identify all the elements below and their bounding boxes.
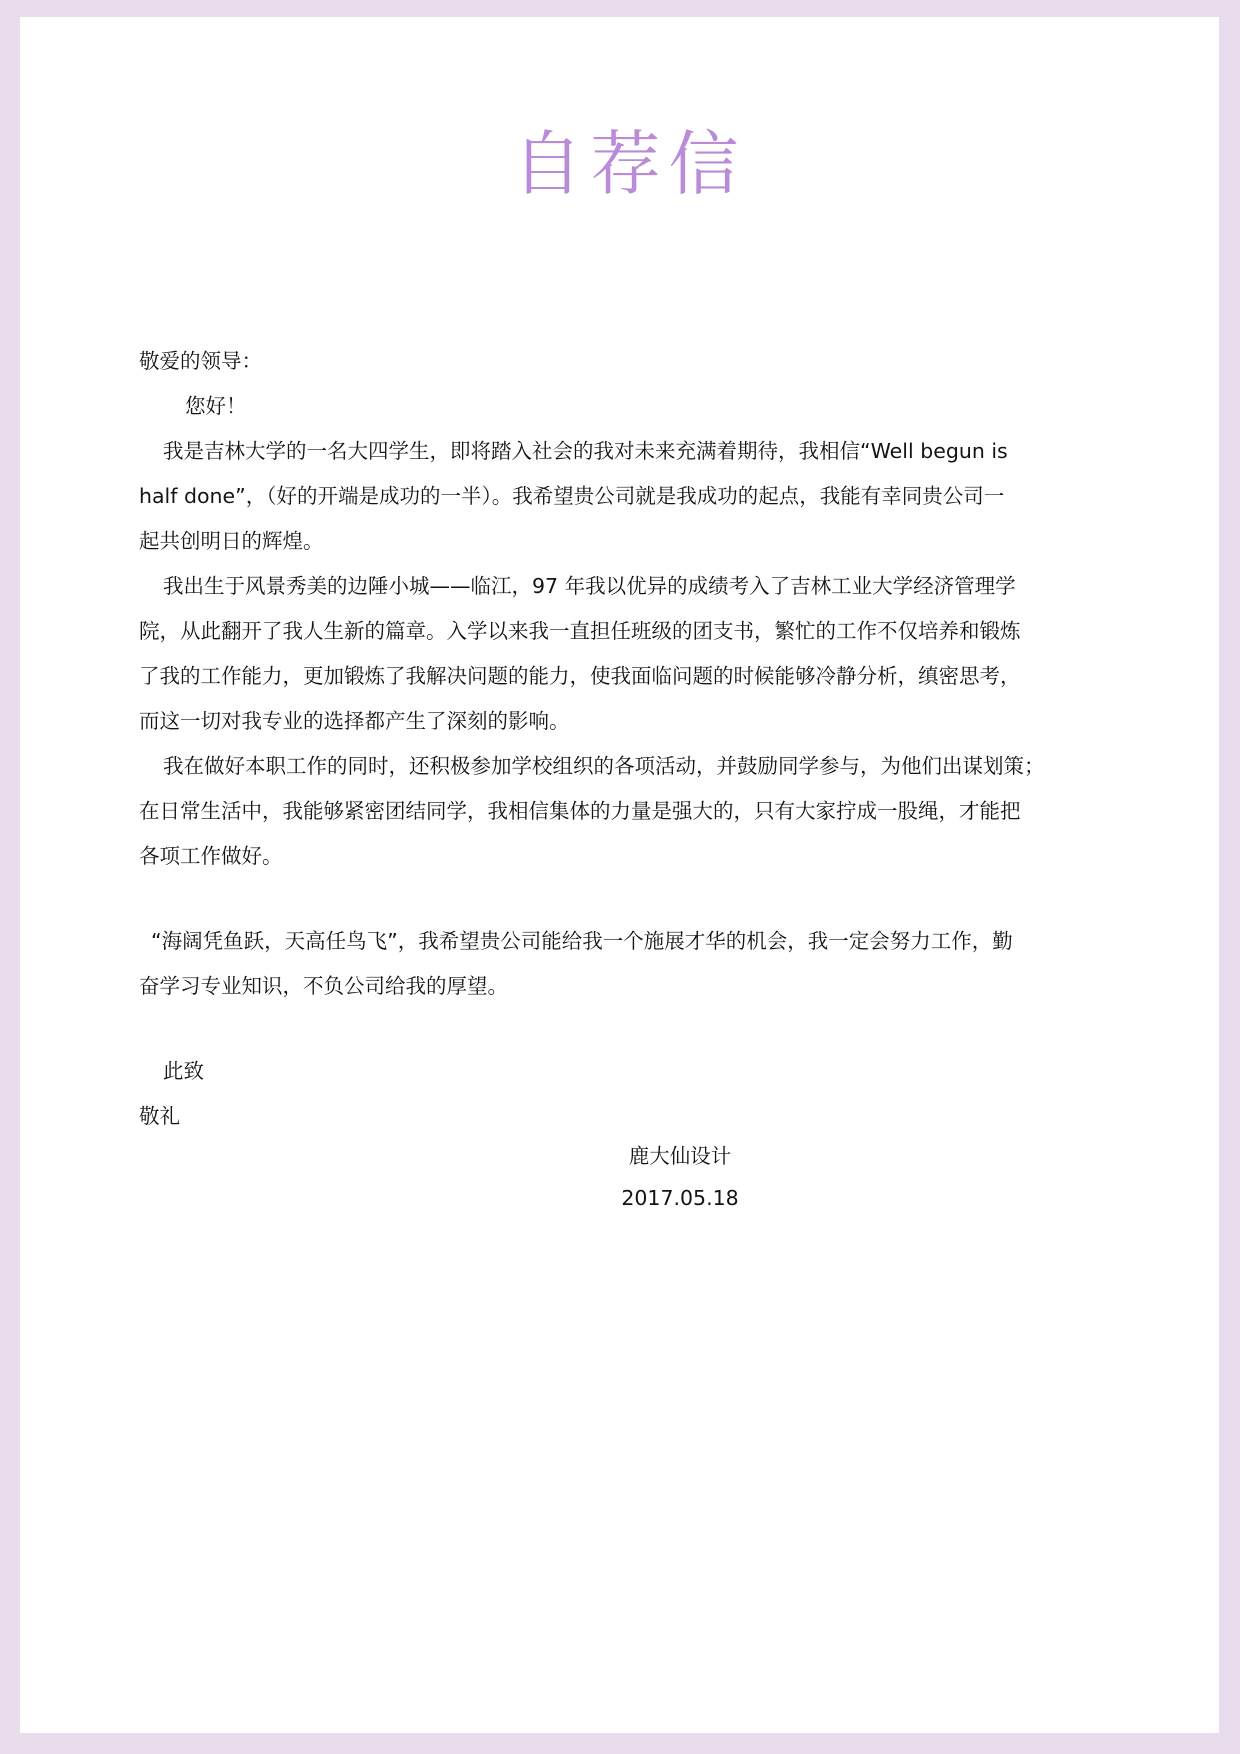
letter-body <box>139 339 1159 1139</box>
document-title: 自荐信 <box>512 123 747 205</box>
paragraph-line: 而这一切对我专业的选择都产生了深刻的影响。 <box>139 709 570 733</box>
closing-cizhi: 此致 <box>163 1059 204 1083</box>
spacer <box>139 879 1159 919</box>
paragraph-1 <box>139 429 1159 564</box>
date: 2017.05.18 <box>621 1186 739 1210</box>
paragraph-line: 我在做好本职工作的同时，还积极参加学校组织的各项活动，并鼓励同学参与，为他们出谋划策； <box>163 754 1045 778</box>
paragraph-2 <box>139 564 1159 744</box>
paragraph-line: 各项工作做好。 <box>139 844 283 868</box>
paragraph-line: 奋学习专业知识，不负公司给我的厚望。 <box>139 974 508 998</box>
paragraph-line: 起共创明日的辉煌。 <box>139 529 324 553</box>
paragraph-line: 了我的工作能力，更加锻炼了我解决问题的能力，使我面临问题的时候能够冷静分析，缜密思考， <box>139 664 1021 688</box>
paragraph-line: “海阔凭鱼跃，天高任鸟飞”，我希望贵公司能给我一个施展才华的机会，我一定会努力工作，勤 <box>151 929 1013 953</box>
signature: 鹿大仙设计 <box>628 1144 732 1168</box>
paragraph-line: 我出生于风景秀美的边陲小城——临江，97 年我以优异的成绩考入了吉林工业大学经济管理学 <box>163 574 1016 598</box>
closing-jingli: 敬礼 <box>139 1104 180 1128</box>
signature-block <box>560 1135 800 1219</box>
paragraph-line: half done”，（好的开端是成功的一半）。我希望贵公司就是我成功的起点，我能有幸同贵公司一 <box>139 484 1005 508</box>
salutation: 敬爱的领导： <box>139 349 262 373</box>
paragraph-line: 我是吉林大学的一名大四学生，即将踏入社会的我对未来充满着期待，我相信“Well begun is <box>163 439 1008 463</box>
greeting: 您好！ <box>185 394 247 418</box>
paragraph-4 <box>139 919 1159 1009</box>
spacer <box>139 1009 1159 1049</box>
paragraph-line: 院，从此翻开了我人生新的篇章。入学以来我一直担任班级的团支书，繁忙的工作不仅培养和锻炼 <box>139 619 1021 643</box>
paragraph-3 <box>139 744 1159 879</box>
paragraph-line: 在日常生活中，我能够紧密团结同学，我相信集体的力量是强大的，只有大家拧成一股绳，才能把 <box>139 799 1021 823</box>
letter-page <box>20 17 1219 1733</box>
